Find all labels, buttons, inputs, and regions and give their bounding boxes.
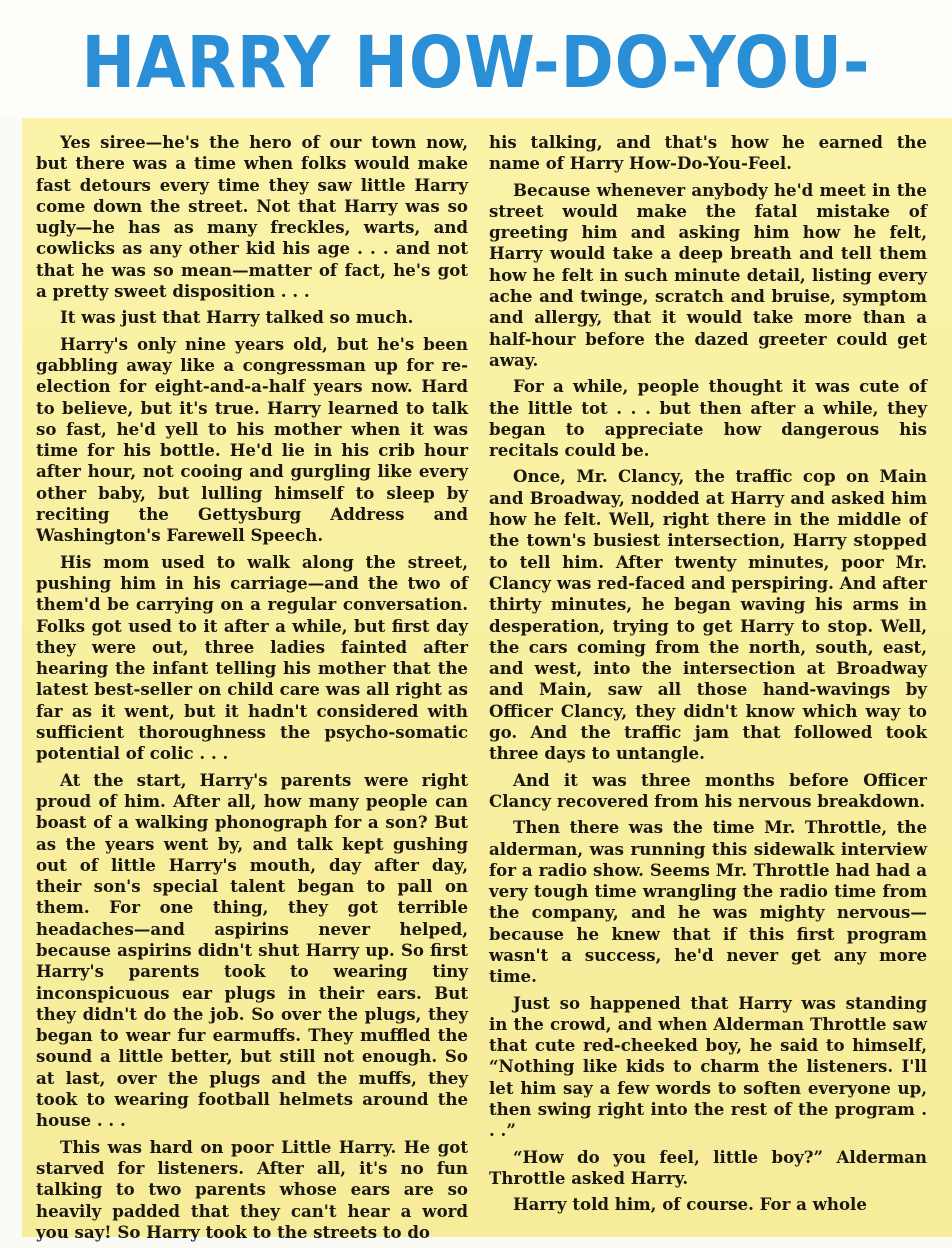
paragraph: Because whenever anybody he'd meet in the street would make the fatal mistake of greeting him and asking him how he felt, Harry would take a deep breath and tell them how he felt in such minute detail, listing every ache and twinge, scratch and bruise, symptom and allergy, that it would take more than a half-hour before the dazed greeter could get away. [489,179,927,370]
paragraph: “How do you feel, little boy?” Alderman Throttle asked Harry. [489,1146,927,1188]
paragraph: For a while, people thought it was cute of the little tot . . . but then after a while, they began to appreciate how dangerous his recitals could be. [489,376,927,461]
paragraph: Then there was the time Mr. Throttle, the alderman, was running this sidewalk interview for a radio show. Seems Mr. Throttle had had a very tough time wrangling the radio time from the company, and he was mighty nervous—because he knew that if this first program wasn't a success, he'd never get any more time. [489,817,927,987]
paragraph: Once, Mr. Clancy, the traffic cop on Main and Broadway, nodded at Harry and asked him how he felt. Well, right there in the middle of the town's busiest intersection, Harry stopped to tell him. After twenty minutes, poor Mr. Clancy was red-faced and perspiring. And after thirty minutes, he began waving his arms in desperation, trying to get Harry to stop. Well, the cars coming from the north, south, east, and west, into the intersection at Broadway and Main, saw all those hand-wavings by Officer Clancy, they didn't know which way to go. And the traffic jam that followed took three days to untangle. [489,466,927,764]
paragraph-continuation: his talking, and that's how he earned the name of Harry How-Do-You-Feel. [489,132,927,174]
paragraph: And it was three months before Officer Clancy recovered from his nervous breakdown. [489,769,927,811]
paragraph: Harry's only nine years old, but he's been gabbling away like a congressman up for re-election for eight-and-a-half years now. Hard to believe, but it's true. Harry learned to talk so fast, he'd yell to his mother when it was time for his bottle. He'd lie in his crib hour after hour, not cooing and gurgling like every other baby, but lulling himself to sleep by reciting the Gettysburg Address and Washington's Farewell Speech. [36,333,468,546]
right-column [489,132,927,1221]
paragraph: It was just that Harry talked so much. [60,307,414,328]
paragraph: At the start, Harry's parents were right proud of him. After all, how many people can boast of a walking phonograph for a son? But as the years went by, and talk kept gushing out of little Harry's mouth, day after day, their son's special talent began to pall on them. For one thing, they got terrible headaches—and aspirins never helped, because aspirins didn't shut Harry up. So first Harry's parents took to wearing tiny inconspicuous ear plugs in their ears. But they didn't do the job. So over the plugs, they began to wear fur earmuffs. They muffled the sound a little better, but still not enough. So at last, over the plugs and the muffs, they took to wearing football helmets around the house . . . [36,769,468,1131]
left-column [36,132,468,1248]
paragraph: Harry told him, of course. For a whole [513,1194,867,1215]
page-title: HARRY HOW-DO-YOU- [81,22,871,105]
paragraph: This was hard on poor Little Harry. He got starved for listeners. After all, it's no fun talking to two parents whose ears are so heavily padded that they can't hear a word you say! So Harry took to the streets to do [36,1136,468,1242]
paragraph: Yes siree—he's the hero of our town now, but there was a time when folks would make fast detours every time they saw little Harry come down the street. Not that Harry was so ugly—he has as many freckles, warts, and cowlicks as any other kid his age . . . and not that he was so mean—matter of fact, he's got a pretty sweet disposition . . . [36,132,468,302]
title-band [0,0,952,118]
paragraph: His mom used to walk along the street, pushing him in his carriage—and the two of them'd be carrying on a regular conversation. Folks got used to it after a while, but first day they were out, three ladies fainted after hearing the infant telling his mother that the latest best-seller on child care was all right as far as it went, but it hadn't considered with sufficient thoroughness the psycho-somatic potential of colic . . . [36,551,468,764]
paragraph: Just so happened that Harry was standing in the crowd, and when Alderman Throttle saw that cute red-cheeked boy, he said to himself, “Nothing like kids to charm the listeners. I'll let him say a few words to soften everyone up, then swing right into the rest of the program . . .” [489,992,927,1141]
